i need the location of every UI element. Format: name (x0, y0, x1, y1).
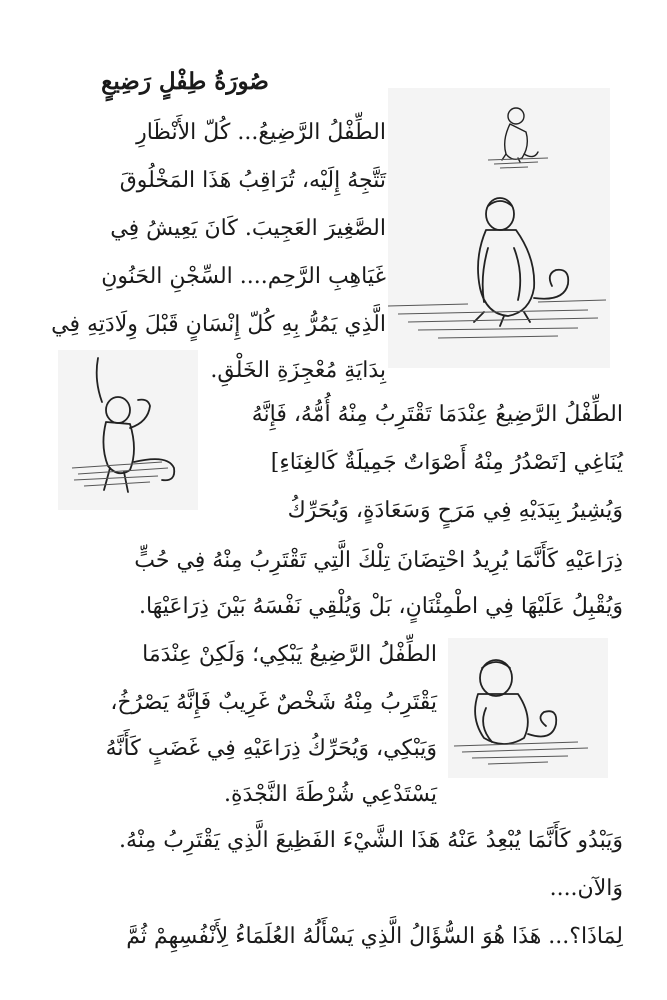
text-line: غَيَاهِبِ الرَّحِم.... السِّجْنِ الحَنُونِ (101, 264, 386, 289)
page-title: صُورَةُ طِفْلٍ رَضِيعٍ (101, 68, 269, 95)
monkey-illustration-right-lower (448, 638, 608, 778)
text-line: تَتَّجِهُ إِلَيْه، تُرَاقِبُ هَذَا المَخْلُوقَ (119, 168, 386, 193)
text-line: وَيُقْبِلُ عَلَيْهَا فِي اطْمِئْنَانٍ، بَلْ وَيُلْقِي نَفْسَهُ بَيْنَ ذِرَاعَيْهَا. (138, 594, 623, 619)
text-line: يَقْتَرِبُ مِنْهُ شَخْصٌ غَرِيبٌ فَإِنَّهُ يَصْرُخُ، (110, 690, 437, 715)
text-line: الَّذِي يَمُرُّ بِهِ كُلّ إِنْسَانٍ قَبْلَ وِلَادَتِهِ فِي (51, 312, 386, 337)
text-line: الطِّفْلُ الرَّضِيعُ يَبْكِي؛ وَلَكِنْ عِنْدَمَا (142, 642, 437, 667)
text-line: الطِّفْلُ الرَّضِيعُ... كُلّ الأَنْظَارِ (136, 120, 386, 145)
text-line: وَالآن.... (549, 876, 623, 901)
text-line: بِدَايَةِ مُعْجِزَةِ الخَلْقِ. (210, 358, 386, 383)
monkey-illustration-top-right (388, 88, 610, 368)
text-line: وَيَبْكِي، وَيُحَرِّكُ ذِرَاعَيْهِ فِي غَضَبٍ كَأَنَّهُ (105, 736, 437, 761)
text-line: وَيَبْدُو كَأَنَّمَا يُبْعِدُ عَنْهُ هَذَا الشَّيْءَ الفَظِيعَ الَّذِي يَقْتَرِبُ مِنْهُ. (119, 828, 623, 853)
text-line: يَسْتَدْعِي شُرْطَةَ النَّجْدَةِ. (224, 782, 437, 807)
text-line: ذِرَاعَيْهِ كَأَنَّمَا يُرِيدُ احْتِضَانَ تِلْكَ الَّتِي تَقْتَرِبُ مِنْهُ فِي حُبٍّ (134, 548, 623, 573)
text-line: الطِّفْلُ الرَّضِيعُ عِنْدَمَا تَقْتَرِبُ مِنْهُ أُمُّهُ، فَإِنَّهُ (251, 402, 623, 427)
text-line: لِمَاذَا؟... هَذَا هُوَ السُّؤَالُ الَّذِي يَسْأَلُهُ العُلَمَاءُ لِأَنْفُسِهِمْ ثُمَّ (126, 924, 623, 949)
text-line: الصَّغِيرَ العَجِيبَ. كَانَ يَعِيشُ فِي (110, 216, 386, 241)
text-line: يُنَاغِي [تَصْدُرُ مِنْهُ أَصْوَاتٌ جَمِيلَةٌ كَالغِنَاءِ] (270, 450, 623, 475)
text-line: وَيُشِيرُ بِيَدَيْهِ فِي مَرَحٍ وَسَعَادَةٍ، وَيُحَرِّكُ (287, 498, 623, 523)
